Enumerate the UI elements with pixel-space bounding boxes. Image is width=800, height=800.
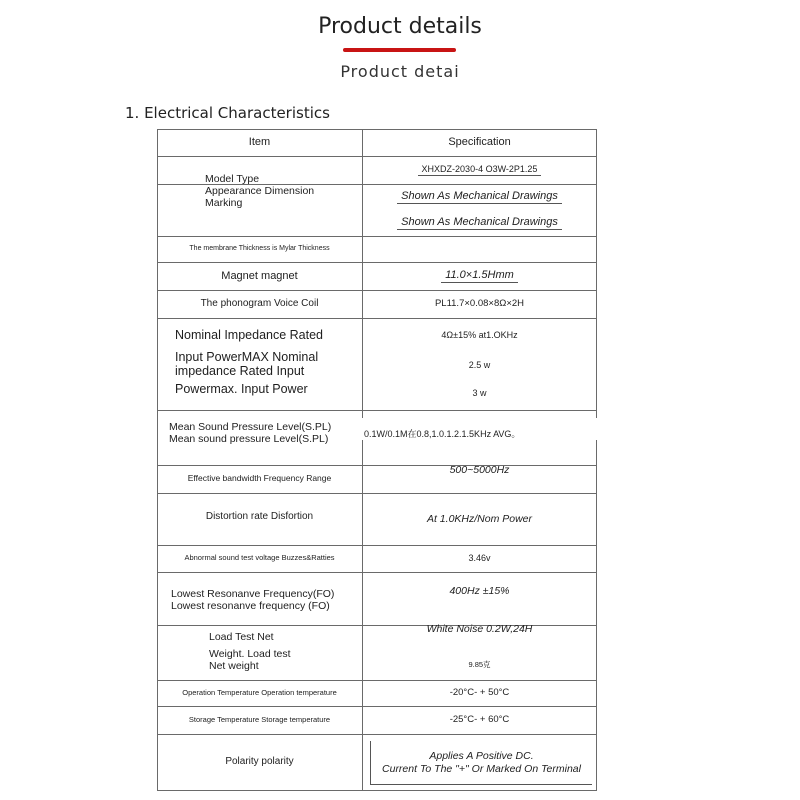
- spec-input-power: 2.5 w: [468, 359, 491, 370]
- item-model-type: [205, 171, 362, 211]
- item-voice-coil: The phonogram Voice Coil: [200, 298, 319, 310]
- item-polarity: Polarity polarity: [225, 756, 294, 768]
- spec-load-test: White Noise 0.2W,24H: [426, 622, 533, 635]
- table-rule: [157, 410, 597, 411]
- item-load-test: Load Test Net: [209, 630, 274, 643]
- item-impedance: Nominal Impedance Rated: [175, 327, 323, 342]
- item-operation-temp: Operation Temperature Operation temperature: [182, 687, 337, 697]
- item-abnormal-sound: Abnormal sound test voltage Buzzes&Ratties: [184, 553, 335, 563]
- spec-polarity-line-alt: Current To The "+" Or Marked On Terminal: [382, 762, 581, 775]
- item-resonance-line: Lowest Resonanve Frequency(FO): [171, 587, 335, 600]
- item-resonance: [171, 583, 362, 617]
- table-rule: [596, 129, 597, 791]
- page-subtitle: Product detai: [340, 62, 460, 81]
- spec-distortion: At 1.0KHz/Nom Power: [426, 512, 533, 525]
- spec-magnet-text: 11.0×1.5Hmm: [441, 269, 518, 284]
- spec-model: [363, 156, 596, 184]
- table-rule: [157, 572, 597, 573]
- spec-appearance: [363, 184, 596, 210]
- item-input-power-line: Input PowerMAX Nominal: [175, 349, 319, 364]
- item-weight-line: Weight. Load test: [209, 647, 291, 660]
- table-rule: [157, 318, 597, 319]
- item-appearance-line: Appearance Dimension: [205, 184, 315, 197]
- spec-operation-temp: -20°C- + 50°C: [449, 686, 510, 698]
- spec-polarity: [370, 741, 592, 785]
- spec-marking-text: Shown As Mechanical Drawings: [397, 216, 562, 231]
- spec-table: [157, 129, 597, 791]
- column-header-spec: Specification: [448, 136, 511, 149]
- spec-magnet: [363, 262, 596, 290]
- item-distortion: Distortion rate Disfortion: [205, 511, 314, 523]
- item-input-power: [175, 347, 362, 381]
- section-title: 1. Electrical Characteristics: [125, 104, 330, 122]
- table-rule: [157, 790, 597, 791]
- spec-marking: [363, 210, 596, 236]
- spec-model-text: XHXDZ-2030-4 O3W-2P1.25: [418, 164, 542, 176]
- item-frequency-range: Effective bandwidth Frequency Range: [187, 473, 332, 484]
- spec-appearance-text: Shown As Mechanical Drawings: [397, 190, 562, 205]
- spec-resonance: 400Hz ±15%: [449, 584, 510, 597]
- spec-powermax: 3 w: [472, 387, 487, 398]
- spec-storage-temp: -25°C- + 60°C: [449, 713, 510, 725]
- item-magnet: Magnet magnet: [221, 269, 298, 282]
- spec-polarity-line: Applies A Positive DC.: [429, 750, 534, 763]
- item-storage-temp: Storage Temperature Storage temperature: [188, 714, 331, 724]
- item-membrane: The membrane Thickness is Mylar Thickness: [189, 244, 330, 252]
- item-spl-line-alt: Mean sound pressure Level(S.PL): [169, 433, 329, 445]
- spec-weight: 9.85克: [468, 659, 491, 669]
- spec-frequency-range: 500~5000Hz: [449, 463, 510, 476]
- item-spl-line: Mean Sound Pressure Level(S.PL): [169, 420, 332, 433]
- spec-voice-coil: PL11.7×0.08×8Ω×2H: [434, 297, 525, 309]
- item-spl: [169, 416, 362, 450]
- spec-impedance: 4Ω±15% at1.OKHz: [441, 329, 518, 340]
- item-resonance-line-alt: Lowest resonanve frequency (FO): [171, 600, 330, 612]
- item-marking-line: Marking: [205, 197, 243, 210]
- item-weight: [209, 645, 362, 675]
- table-rule: [157, 493, 597, 494]
- item-model-type-line: Model Type: [205, 172, 260, 185]
- spec-abnormal-sound: 3.46v: [468, 553, 491, 564]
- spec-spl: 0.1W/0.1M在0.8,1.0.1.2.1.5KHz AVG。: [364, 428, 521, 439]
- item-powermax: Powermax. Input Power: [175, 381, 308, 396]
- title-underline: [343, 48, 456, 52]
- column-header-item: Item: [248, 136, 271, 149]
- item-net-weight-line: Net weight: [209, 660, 259, 672]
- page-title: Product details: [318, 14, 482, 39]
- item-impedance-rated-line: impedance Rated Input: [175, 364, 305, 378]
